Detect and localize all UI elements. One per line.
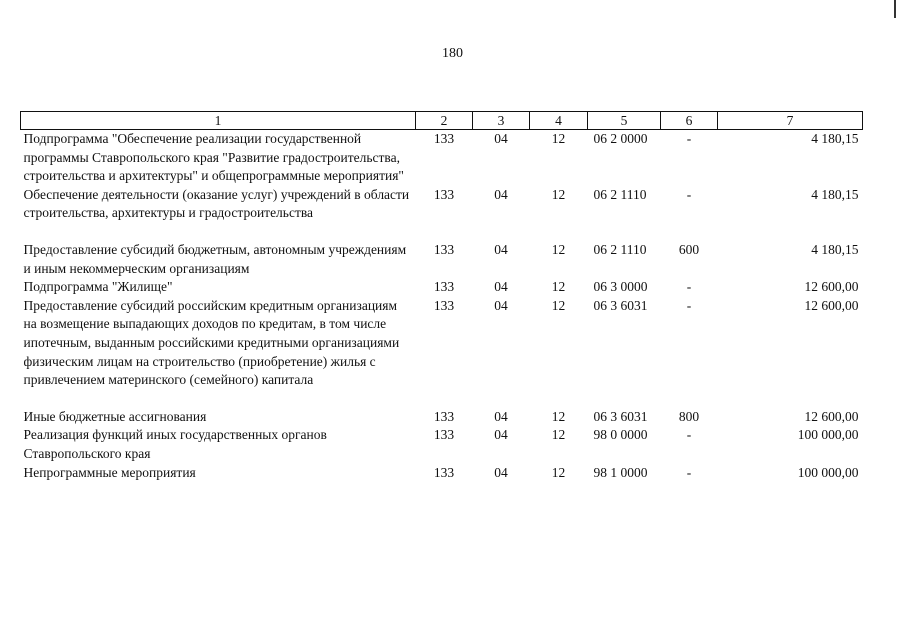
row-name: Иные бюджетные ассигнования <box>23 408 207 424</box>
row-subsection-code: 12 <box>551 408 566 424</box>
row-ministry-code: 133 <box>433 427 455 443</box>
row-amount: 4 180,15 <box>811 241 859 257</box>
row-section-code: 04 <box>494 427 508 443</box>
row-ministry-code: 133 <box>433 297 455 313</box>
row-name: Предоставление субсидий бюджетным, автономным учреждениям и иным некоммерческим организациям <box>23 241 407 276</box>
row-ministry-code: 133 <box>433 131 455 146</box>
row-expense-type: - <box>686 297 692 313</box>
table-row <box>21 241 863 278</box>
row-subsection-code: 12 <box>551 427 566 443</box>
row-section-code: 04 <box>494 241 508 257</box>
table-row <box>21 130 863 186</box>
row-subsection-code: 12 <box>551 241 566 257</box>
row-section-code: 04 <box>494 297 508 313</box>
table-row <box>21 186 863 241</box>
row-ministry-code: 133 <box>433 186 455 202</box>
row-target-code: 06 3 6031 <box>593 297 648 313</box>
row-name: Подпрограмма "Обеспечение реализации государственной программы Ставропольского края "Развитие градостроительства, строительства и архитектуры" и общепрограммные мероприятия" <box>23 131 404 184</box>
header-col-3: 3 <box>473 112 530 130</box>
table-row <box>21 278 863 297</box>
row-expense-type: - <box>686 279 692 295</box>
row-subsection-code: 12 <box>551 131 566 146</box>
header-row <box>21 112 863 130</box>
row-expense-type: 600 <box>678 241 700 257</box>
row-expense-type: - <box>686 131 692 146</box>
row-amount: 12 600,00 <box>804 408 859 424</box>
row-ministry-code: 133 <box>433 241 455 257</box>
row-subsection-code: 12 <box>551 464 566 480</box>
header-col-4: 4 <box>530 112 588 130</box>
row-expense-type: 800 <box>678 408 700 424</box>
row-expense-type: - <box>686 186 692 202</box>
table-row <box>21 408 863 427</box>
row-target-code: 06 3 0000 <box>593 279 648 295</box>
row-subsection-code: 12 <box>551 297 566 313</box>
row-ministry-code: 133 <box>433 279 455 295</box>
row-amount: 4 180,15 <box>811 186 859 202</box>
header-col-6: 6 <box>661 112 718 130</box>
header-col-1: 1 <box>21 112 416 130</box>
row-amount: 12 600,00 <box>804 297 859 313</box>
budget-table <box>20 111 863 482</box>
row-amount: 12 600,00 <box>804 279 859 295</box>
row-ministry-code: 133 <box>433 464 455 480</box>
table-row <box>21 464 863 483</box>
row-amount: 100 000,00 <box>797 464 859 480</box>
row-section-code: 04 <box>494 186 508 202</box>
row-subsection-code: 12 <box>551 279 566 295</box>
header-col-7: 7 <box>718 112 863 130</box>
table-row <box>21 297 863 408</box>
header-col-5: 5 <box>588 112 661 130</box>
row-name: Непрограммные мероприятия <box>23 464 196 480</box>
row-target-code: 06 2 1110 <box>593 241 647 257</box>
row-target-code: 06 2 1110 <box>593 186 647 202</box>
row-ministry-code: 133 <box>433 408 455 424</box>
row-target-code: 98 0 0000 <box>593 427 648 443</box>
row-amount: 4 180,15 <box>811 131 859 146</box>
row-amount: 100 000,00 <box>797 427 859 443</box>
row-name: Подпрограмма "Жилище" <box>23 279 173 295</box>
header-col-2: 2 <box>416 112 473 130</box>
row-section-code: 04 <box>494 131 508 146</box>
row-expense-type: - <box>686 427 692 443</box>
row-target-code: 98 1 0000 <box>593 464 648 480</box>
page-number: 180 <box>442 46 463 61</box>
row-target-code: 06 3 6031 <box>593 408 648 424</box>
table-row <box>21 426 863 463</box>
row-name: Реализация функций иных государственных органов Ставропольского края <box>23 427 327 461</box>
row-name: Обеспечение деятельности (оказание услуг) учреждений в области строительства, архитектуры и градостроительства <box>23 186 410 221</box>
row-section-code: 04 <box>494 464 508 480</box>
page-edge-mark <box>894 0 896 18</box>
row-name: Предоставление субсидий российским кредитным организациям на возмещение выпадающих доходов по кредитам, в том числе ипотечным, выданным российскими кредитными организациями физическим лицам на строительство (приобретение) жилья с привлечением материнского (семейного) капитала <box>23 297 400 388</box>
row-section-code: 04 <box>494 408 508 424</box>
row-subsection-code: 12 <box>551 186 566 202</box>
row-target-code: 06 2 0000 <box>593 131 648 146</box>
row-expense-type: - <box>686 464 692 480</box>
row-section-code: 04 <box>494 279 508 295</box>
